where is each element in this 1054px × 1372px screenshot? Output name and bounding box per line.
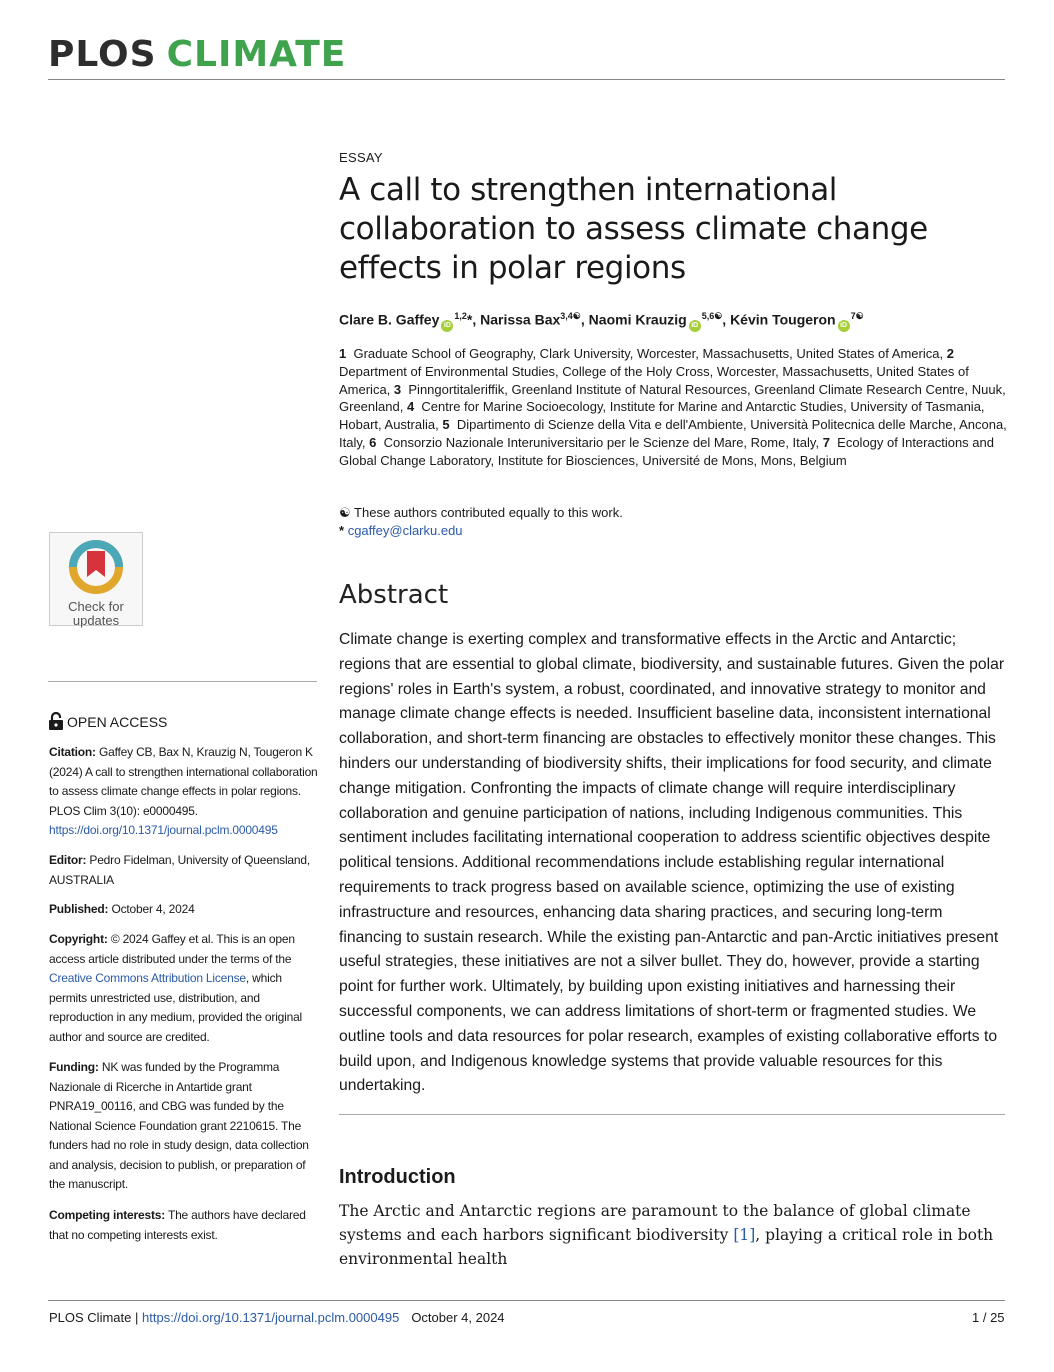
affiliation-text: Ecology of Interactions and Global Change Laboratory, Institute for Biosciences, Université de Mons, Mons, Belgium xyxy=(339,434,994,468)
email-link[interactable]: cgaffey@clarku.edu xyxy=(347,523,463,538)
article-title: A call to strengthen international collaboration to assess climate change effects in polar regions xyxy=(339,172,928,286)
check-for-updates-icon xyxy=(68,539,124,595)
affiliation-number: 6 xyxy=(369,434,377,450)
author-name[interactable]: Naomi Krauzig xyxy=(588,311,687,328)
header-divider xyxy=(48,79,1005,80)
author-separator: , xyxy=(580,311,589,328)
citation-text: Gaffey CB, Bax N, Krauzig N, Tougeron K (2024) A call to strengthen international collaboration to assess climate change effects in polar regions. PLOS Clim 3(10): e0000495. xyxy=(49,745,318,818)
abstract-heading: Abstract xyxy=(339,580,449,610)
introduction-text: The Arctic and Antarctic regions are paramount to the balance of global climate systems and each harbors significant biodiversity xyxy=(339,1202,971,1244)
author-affiliation-sup: 7☯ xyxy=(850,311,864,321)
footer-divider xyxy=(48,1300,1005,1301)
published-label: Published: xyxy=(49,902,109,916)
competing-interests-text: The authors have declared that no competing interests exist. xyxy=(49,1208,306,1242)
citation-doi-link[interactable]: https://doi.org/10.1371/journal.pclm.0000495 xyxy=(49,823,278,837)
competing-interests-label: Competing interests: xyxy=(49,1208,166,1222)
affiliation-text: Centre for Marine Socioecology, Institute for Marine and Antarctic Studies, University of Tasmania, Hobart, Australia, xyxy=(339,399,985,433)
author-separator: *, xyxy=(466,311,481,328)
copyright-text: , which permits unrestricted use, distribution, and reproduction in any medium, provided the original author and source are credited. xyxy=(49,971,303,1044)
open-access-label: OPEN ACCESS xyxy=(67,714,168,730)
footer-doi-link[interactable]: https://doi.org/10.1371/journal.pclm.0000495 xyxy=(142,1310,400,1325)
journal-masthead xyxy=(48,34,346,75)
check-for-updates-label: updates xyxy=(72,613,120,628)
author-name[interactable]: Kévin Tougeron xyxy=(730,311,836,328)
license-link[interactable]: Creative Commons Attribution License xyxy=(49,971,246,985)
affiliation-text: Dipartimento di Scienze della Vita e dell'Ambiente, Università Politecnica delle Marche, Ancona, Italy, xyxy=(339,417,1007,450)
citation-label: Citation: xyxy=(49,745,96,759)
editor-text: Pedro Fidelman, University of Queensland, AUSTRALIA xyxy=(49,853,310,887)
affiliation-text: Consorzio Nazionale Interuniversitario per le Scienze del Mare, Rome, Italy, xyxy=(383,434,820,450)
open-access-badge xyxy=(49,712,167,730)
funding-label: Funding: xyxy=(49,1060,99,1074)
abstract-divider xyxy=(339,1114,1005,1115)
affiliation-number: 2 xyxy=(946,346,954,361)
funding-block xyxy=(49,1058,321,1195)
author-affiliation-sup: 1,2 xyxy=(454,311,467,321)
journal-name: CLIMATE xyxy=(166,34,347,75)
author-name[interactable]: Narissa Bax xyxy=(480,311,561,328)
affiliation-number: 4 xyxy=(406,399,415,415)
footer-date: October 4, 2024 xyxy=(411,1310,505,1325)
author-affiliation-sup: 3,4☯ xyxy=(560,311,581,321)
reference-link[interactable]: [1] xyxy=(733,1226,756,1244)
affiliation-number: 7 xyxy=(822,434,830,450)
affiliations xyxy=(339,345,1009,470)
abstract-body: Climate change is exerting complex and transformative effects in the Arctic and Antarctic; regions that are essential to global climate, biodiversity, and sustainable futures. Given the polar regions' roles in Earth's system, a robust, coordinated, and innovative strategy to monitor and manage climate change effects is needed. Insufficient baseline data, inconsistent international collaboration, and short-term financing are obstacles to effectively monitor these changes. This hinders our understanding of biodiversity shifts, their implications for food security, and climate change mitigation. Confronting the impacts of climate change will require interdisciplinary collaboration and genuine participation of nations, including Indigenous communities. This sentiment includes facilitating international cooperation to address scientific objectives despite political tensions. Additional recommendations include establishing regular international requirements to track progress based on available science, optimizing the use of existing infrastructure and resources, enhancing data sharing practices, and securing long-term financing to sustain research. While the existing pan-Antarctic and pan-Arctic initiatives present useful strategies, these initiatives are not a silver bullet. They do, however, provide a starting point for further work. Ultimately, by building upon existing initiatives and harnessing their successful components, we can address limitations of short-term or fragmented studies. We outline tools and data resources for polar research, examples of existing collaborative efforts to build upon, and Indigenous knowledge systems that provide valuable resources for this undertaking. xyxy=(339,631,1005,1095)
author-name[interactable]: Clare B. Gaffey xyxy=(339,311,440,328)
copyright-text: © 2024 Gaffey et al. This is an open access article distributed under the terms of the xyxy=(49,932,295,966)
copyright-label: Copyright: xyxy=(49,932,108,946)
introduction-body xyxy=(339,1199,1009,1271)
check-for-updates-button[interactable] xyxy=(49,532,143,626)
author-list xyxy=(339,311,1019,332)
competing-interests-block xyxy=(49,1206,321,1245)
orcid-icon[interactable]: iD xyxy=(689,320,701,332)
editor-label: Editor: xyxy=(49,853,87,867)
corresponding-author xyxy=(339,523,463,538)
check-for-updates-label: Check for xyxy=(68,599,124,614)
article-type: ESSAY xyxy=(339,150,383,165)
publisher-name: PLOS xyxy=(48,34,157,75)
affiliation-number: 1 xyxy=(339,346,347,361)
equal-contribution-text: These authors contributed equally to this work. xyxy=(354,505,623,520)
published-block xyxy=(49,900,321,920)
citation-block xyxy=(49,743,321,841)
introduction-heading: Introduction xyxy=(339,1166,456,1188)
equal-contribution-note xyxy=(339,505,623,521)
sidebar-divider xyxy=(48,681,317,682)
author-affiliation-sup: 5,6☯ xyxy=(701,311,723,321)
yin-yang-icon: ☯ xyxy=(339,505,351,520)
funding-text: NK was funded by the Programma Nazionale di Ricerche in Antartide grant PNRA19_00116, and CBG was funded by the National Science Foundation grant 2210615. The funders had no role in study design, data collection and analysis, decision to publish, or preparation of the manuscript. xyxy=(49,1060,309,1191)
affiliation-number: 3 xyxy=(393,381,402,397)
orcid-icon[interactable]: iD xyxy=(838,320,850,332)
affiliation-number: 5 xyxy=(442,417,450,433)
page-number: 1 / 25 xyxy=(972,1310,1005,1325)
footer-journal: PLOS Climate xyxy=(49,1310,132,1325)
footer-separator: | xyxy=(135,1310,139,1325)
affiliation-text: Department of Environmental Studies, College of the Holy Cross, Worcester, Massachusetts, United States of America, xyxy=(339,363,969,397)
orcid-icon[interactable]: iD xyxy=(441,320,453,332)
affiliation-text: Graduate School of Geography, Clark University, Worcester, Massachusetts, United States of America, xyxy=(353,346,944,361)
page-footer xyxy=(49,1310,505,1325)
copyright-block xyxy=(49,930,321,1047)
author-separator: , xyxy=(722,311,731,328)
editor-block xyxy=(49,851,321,890)
introduction-text: , playing a critical role in both environmental health xyxy=(339,1226,994,1268)
open-lock-icon xyxy=(49,712,63,730)
asterisk-icon: * xyxy=(339,523,345,538)
affiliation-text: Pinngortitaleriffik, Greenland Institute of Natural Resources, Greenland Climate Research Centre, Nuuk, Greenland, xyxy=(339,381,1006,415)
published-date: October 4, 2024 xyxy=(111,902,195,916)
